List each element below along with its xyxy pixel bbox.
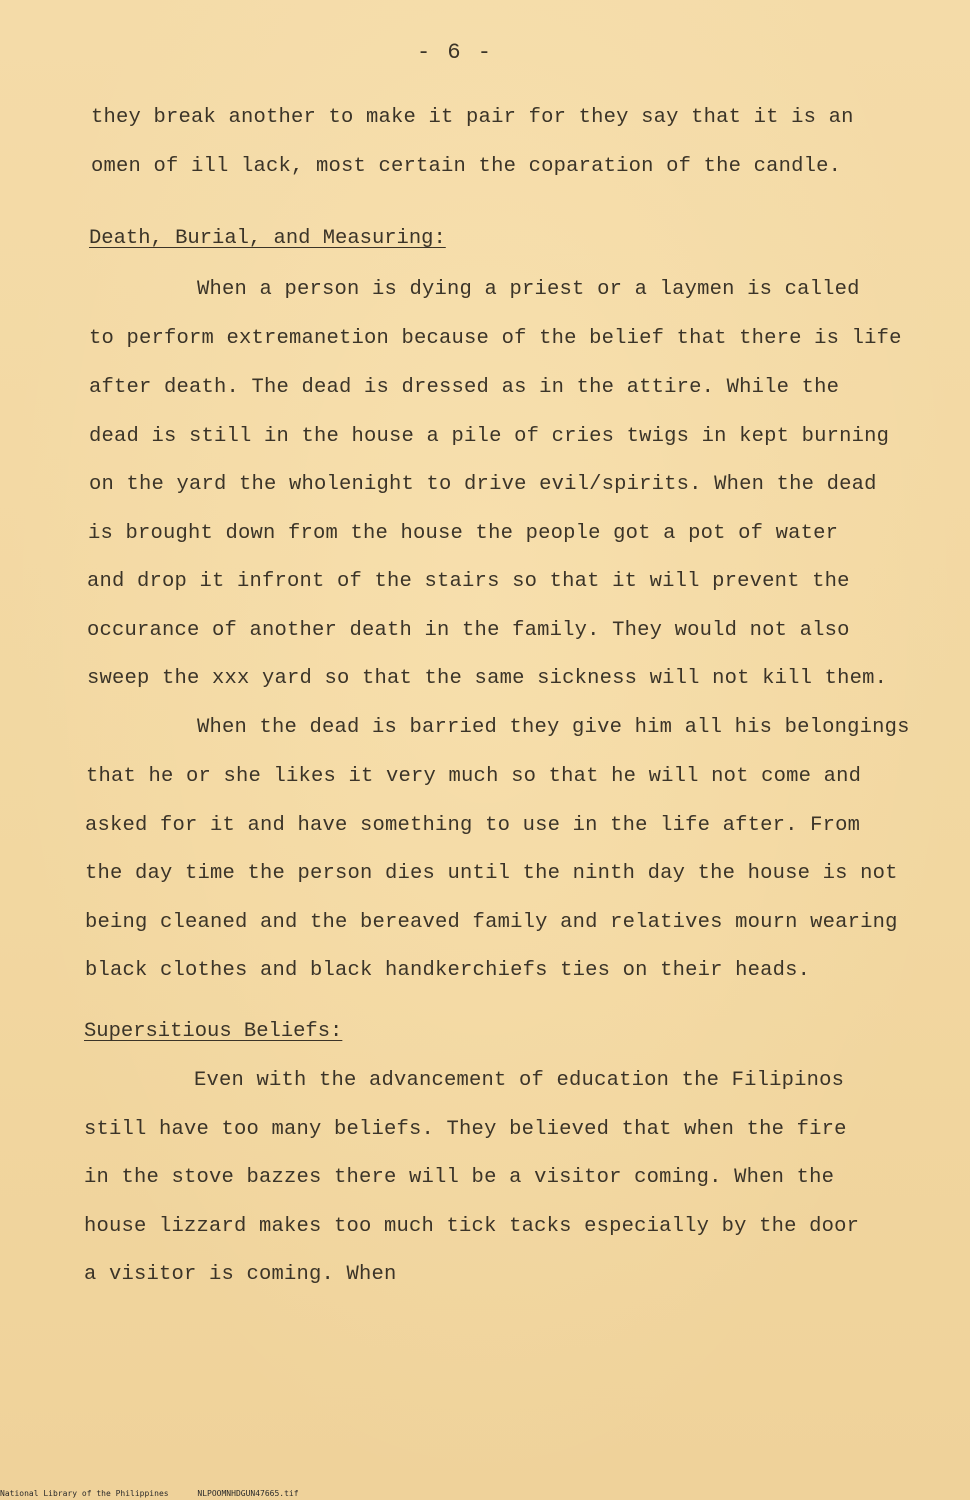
text-line: occurance of another death in the family. They would not also <box>87 619 850 642</box>
scan-footer <box>0 1489 323 1498</box>
section-heading-death: Death, Burial, and Measuring: <box>89 227 446 250</box>
footer-filename: NLPOOMNHDGUN47665.tif <box>197 1489 299 1498</box>
text-line: asked for it and have something to use in the life after. From <box>85 814 861 837</box>
text-line: a visitor is coming. When <box>84 1263 397 1286</box>
text-line: and drop it infront of the stairs so that it will prevent the <box>87 570 850 593</box>
text-line: is brought down from the house the people got a pot of water <box>88 522 839 545</box>
text-line: that he or she likes it very much so that he will not come and <box>86 765 862 788</box>
text-line: on the yard the wholenight to drive evil/spirits. When the dead <box>89 473 877 496</box>
text-line: dead is still in the house a pile of cries twigs in kept burning <box>89 425 890 448</box>
text-line: Even with the advancement of education the Filipinos <box>194 1069 845 1092</box>
text-line: being cleaned and the bereaved family and relatives mourn wearing <box>85 911 898 934</box>
text-line: after death. The dead is dressed as in the attire. While the <box>89 376 840 399</box>
section-heading-superstitious: Supersitious Beliefs: <box>84 1020 343 1043</box>
text-line: black clothes and black handkerchiefs ties on their heads. <box>85 959 811 982</box>
text-line: When a person is dying a priest or a laymen is called <box>197 278 860 301</box>
text-line: When the dead is barried they give him all his belongings <box>197 716 910 739</box>
text-line: sweep the xxx yard so that the same sickness will not kill them. <box>87 667 888 690</box>
footer-source: National Library of the Philippines <box>0 1489 169 1498</box>
text-line: omen of ill lack, most certain the coparation of the candle. <box>91 155 842 178</box>
text-line: house lizzard makes too much tick tacks especially by the door <box>84 1215 860 1238</box>
text-line: the day time the person dies until the ninth day the house is not <box>85 862 898 885</box>
text-line: to perform extremanetion because of the belief that there is life <box>89 327 902 350</box>
text-line: in the stove bazzes there will be a visitor coming. When the <box>84 1166 835 1189</box>
text-line: they break another to make it pair for they say that it is an <box>91 106 854 129</box>
text-line: still have too many beliefs. They believed that when the fire <box>84 1118 847 1141</box>
page-number: - 6 - <box>416 40 493 65</box>
